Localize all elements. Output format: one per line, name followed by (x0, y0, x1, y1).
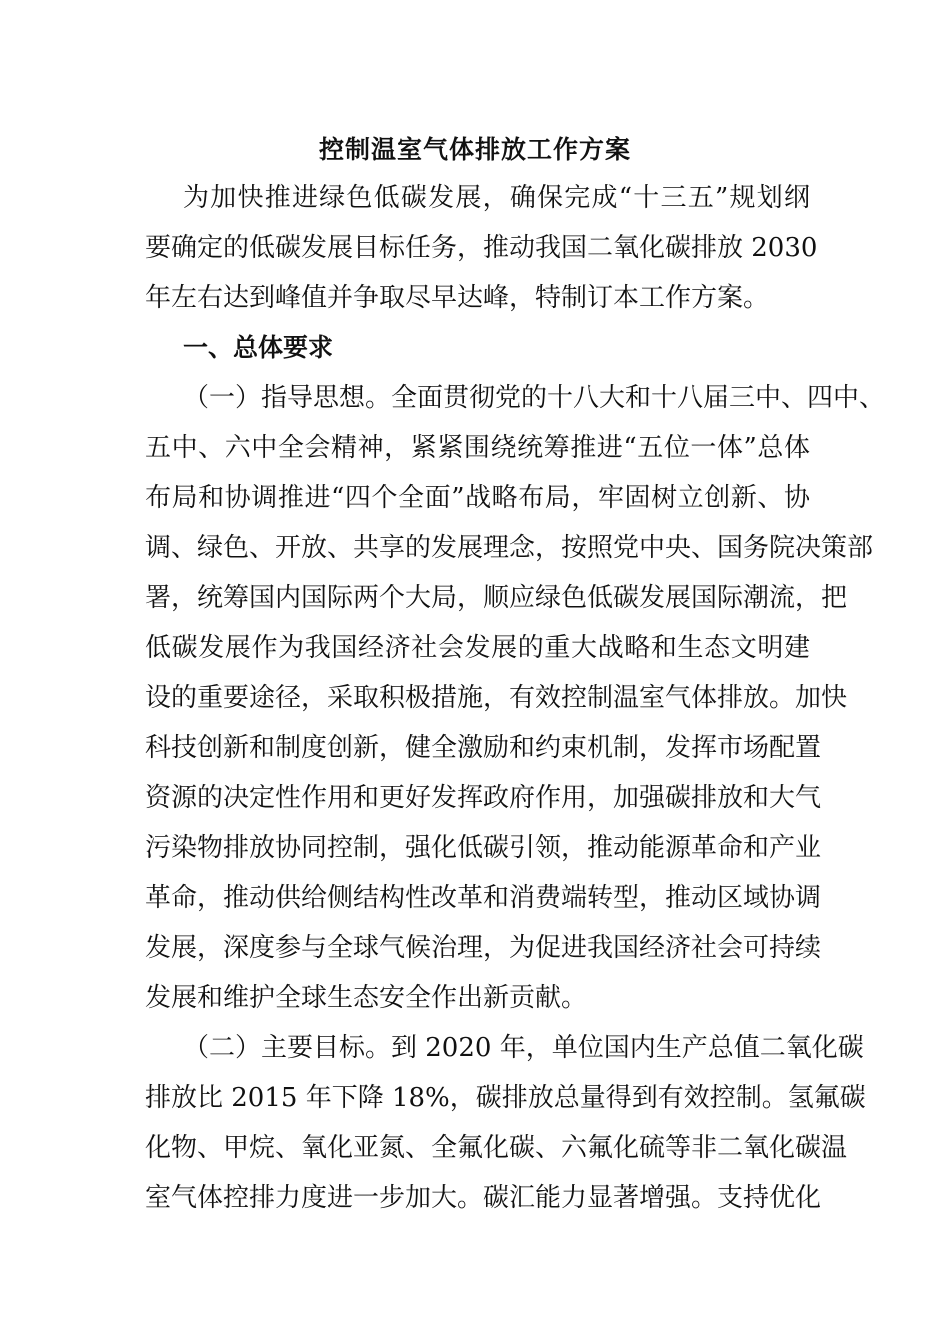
paragraph-line: 发展和维护全球生态安全作出新贡献。 (145, 983, 588, 1013)
paragraph-line: 五中、六中全会精神，紧紧围绕统筹推进“五位一体”总体 (145, 433, 810, 463)
paragraph-line: 科技创新和制度创新，健全激励和约束机制，发挥市场配置 (145, 733, 822, 763)
paragraph-line: 发展，深度参与全球气候治理，为促进我国经济社会可持续 (145, 933, 822, 963)
paragraph-line: 化物、甲烷、氧化亚氮、全氟化碳、六氟化硫等非二氧化碳温 (145, 1133, 848, 1163)
paragraph-line: 资源的决定性作用和更好发挥政府作用，加强碳排放和大气 (145, 783, 822, 813)
paragraph-line: （一）指导思想。全面贯彻党的十八大和十八届三中、四中、 (183, 383, 886, 413)
paragraph-line: 为加快推进绿色低碳发展，确保完成“十三五”规划纲 (183, 183, 810, 213)
paragraph-line: 革命，推动供给侧结构性改革和消费端转型，推动区域协调 (145, 883, 822, 913)
section-heading: 一、总体要求 (183, 333, 334, 362)
document-title: 控制温室气体排放工作方案 (318, 135, 631, 164)
paragraph-line: 低碳发展作为我国经济社会发展的重大战略和生态文明建 (145, 633, 810, 663)
paragraph-line: （二）主要目标。到 2020 年，单位国内生产总值二氧化碳 (183, 1033, 864, 1063)
paragraph-line: 室气体控排力度进一步加大。碳汇能力显著增强。支持优化 (145, 1183, 822, 1213)
paragraph-line: 年左右达到峰值并争取尽早达峰，特制订本工作方案。 (145, 283, 770, 313)
paragraph-line: 设的重要途径，采取积极措施，有效控制温室气体排放。加快 (145, 683, 848, 713)
paragraph-line: 污染物排放协同控制，强化低碳引领，推动能源革命和产业 (145, 833, 822, 863)
paragraph-line: 要确定的低碳发展目标任务，推动我国二氧化碳排放 2030 (145, 233, 818, 263)
paragraph-line: 调、绿色、开放、共享的发展理念，按照党中央、国务院决策部 (145, 533, 874, 563)
paragraph-line: 排放比 2015 年下降 18%，碳排放总量得到有效控制。氢氟碳 (145, 1083, 866, 1113)
paragraph-line: 署，统筹国内国际两个大局，顺应绿色低碳发展国际潮流，把 (145, 583, 848, 613)
paragraph-line: 布局和协调推进“四个全面”战略布局，牢固树立创新、协 (145, 483, 810, 513)
